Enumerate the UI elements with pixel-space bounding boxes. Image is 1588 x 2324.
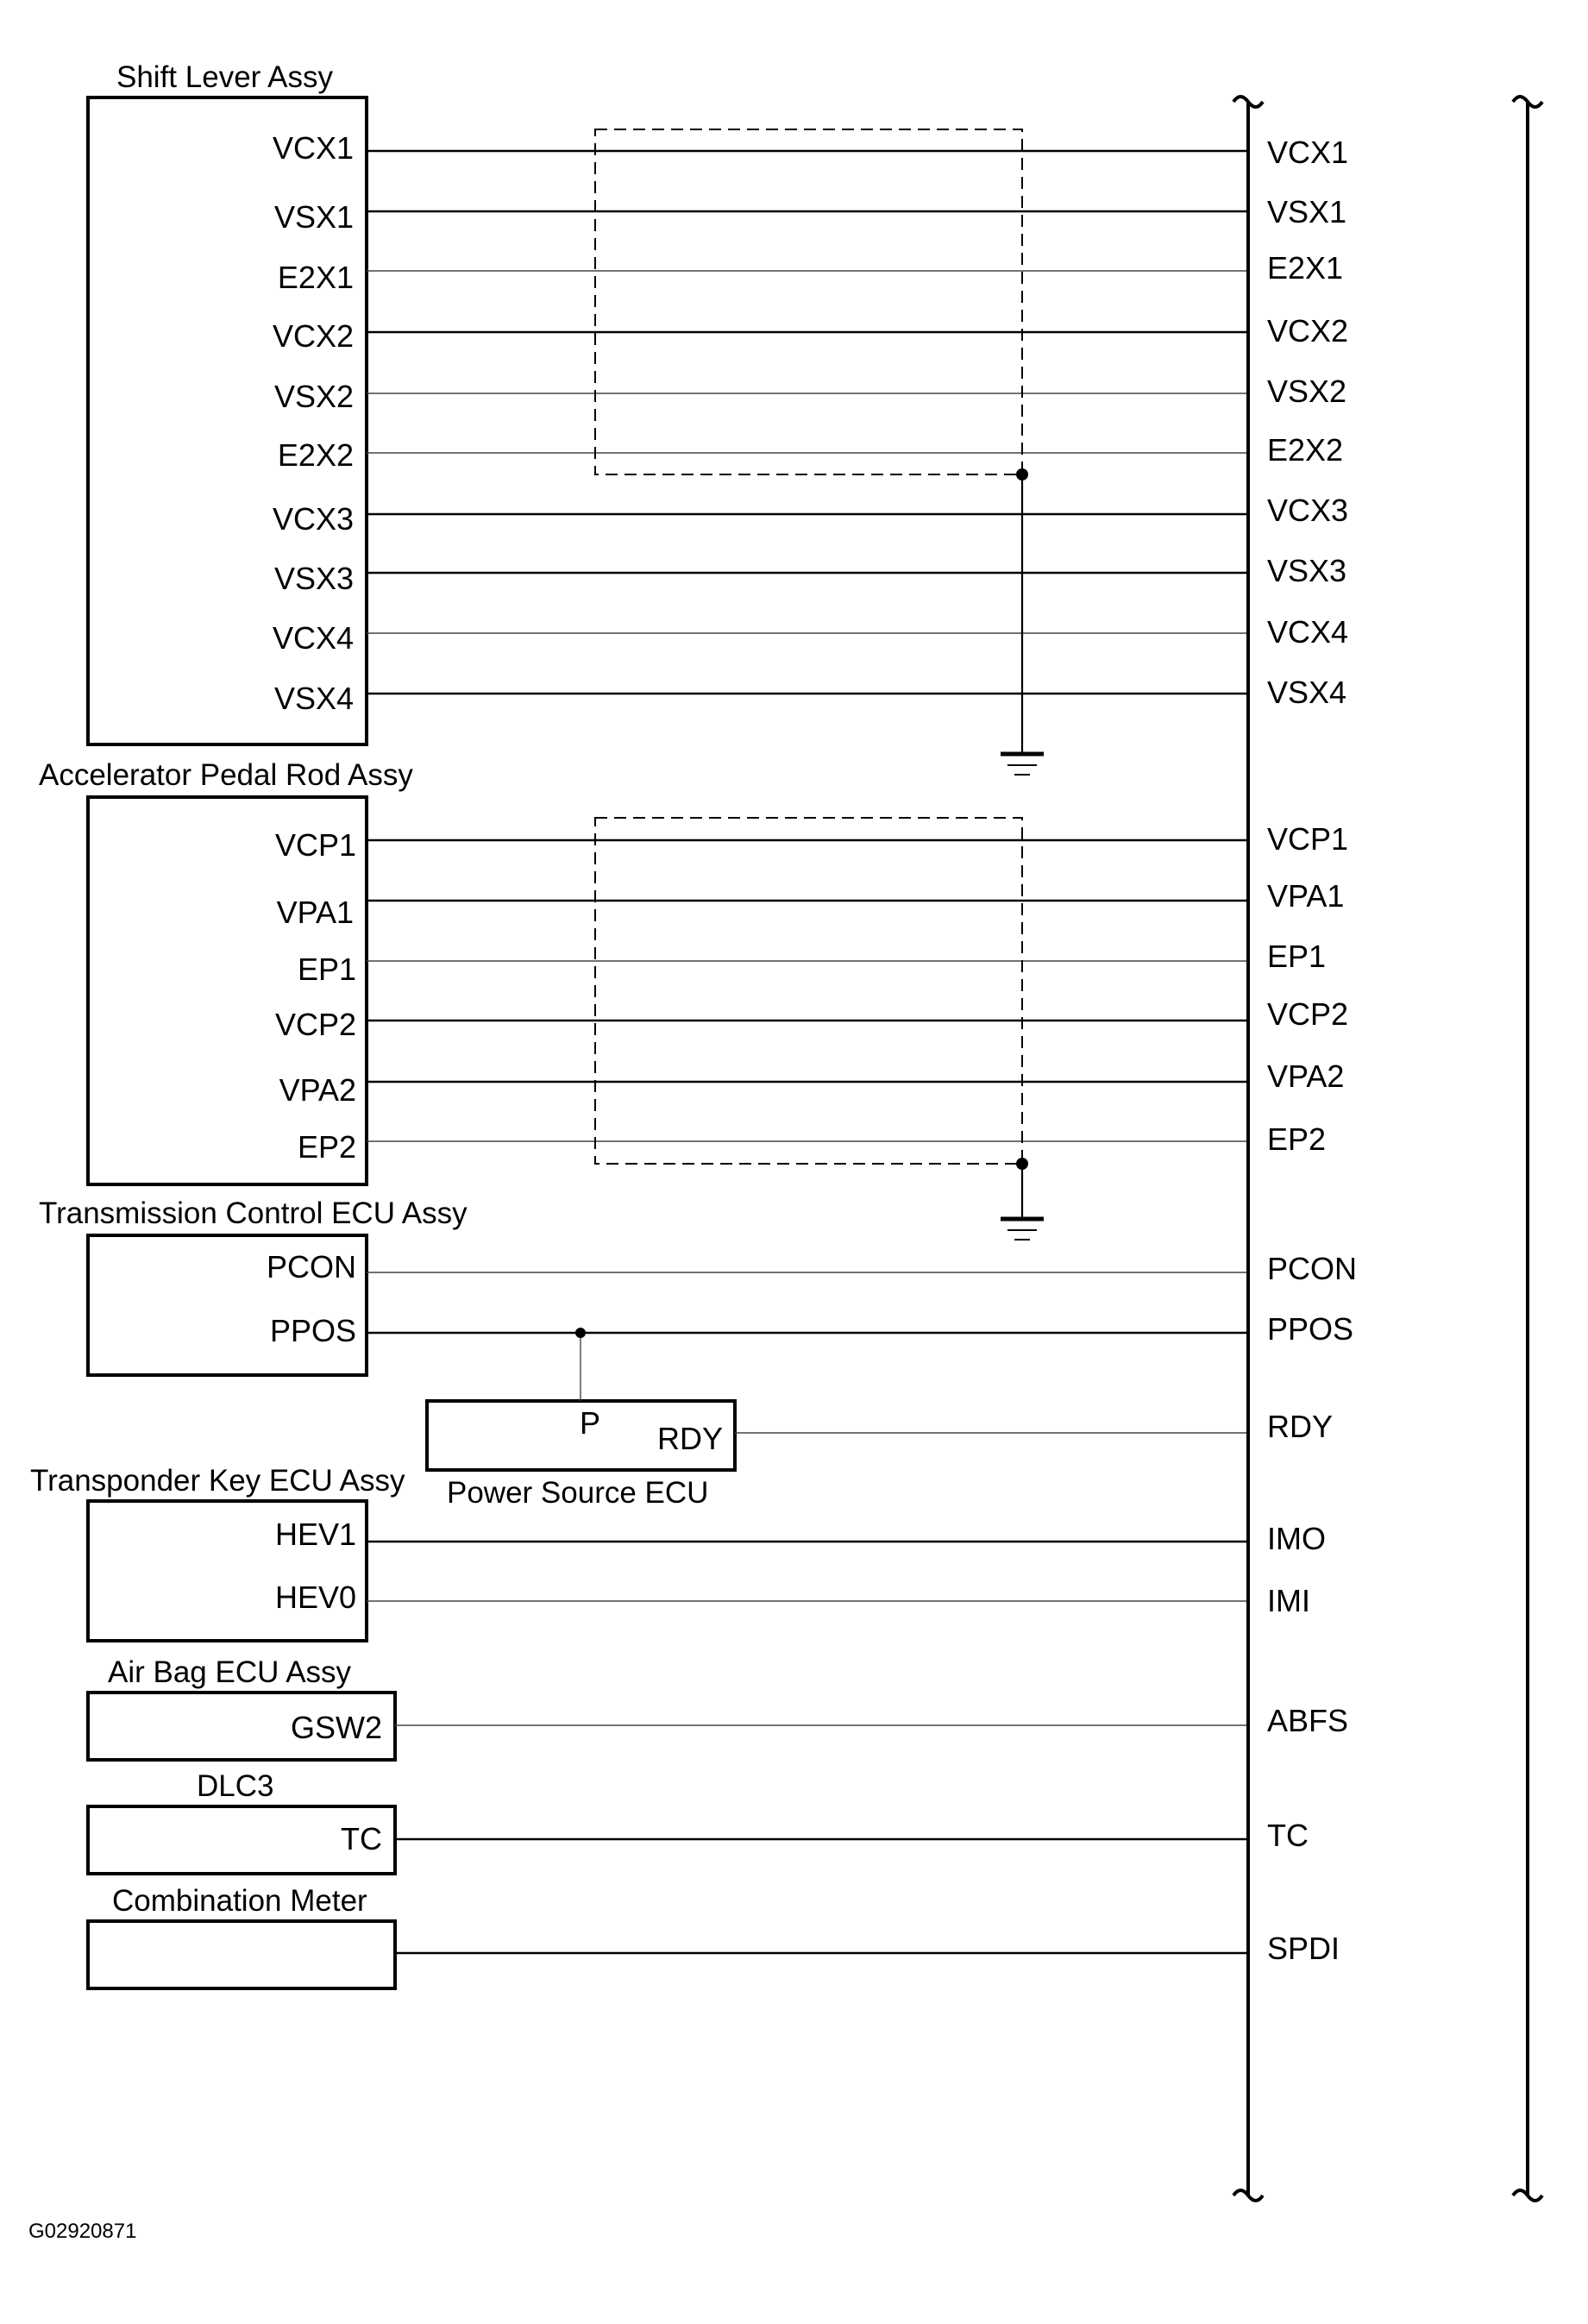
airbag-pin-label: GSW2 bbox=[290, 1710, 382, 1745]
pin-label: VSX4 bbox=[273, 681, 354, 716]
terminal-label: VCX2 bbox=[1267, 313, 1349, 349]
dlc3-pin-label: TC bbox=[341, 1821, 382, 1856]
accelerator-pedal-shield bbox=[595, 818, 1022, 1164]
pin-label: VSX3 bbox=[273, 561, 354, 596]
ground-symbol bbox=[1001, 474, 1044, 775]
power-source-ecu-pins bbox=[580, 1405, 723, 1456]
transmission-control-ecu-title: Transmission Control ECU Assy bbox=[39, 1197, 468, 1230]
terminal-label: VCX3 bbox=[1267, 493, 1349, 528]
pin-label: VCP2 bbox=[274, 1007, 356, 1042]
pin-label: HEV1 bbox=[274, 1517, 356, 1552]
terminal-label: EP2 bbox=[1267, 1121, 1327, 1157]
ground-symbol bbox=[1001, 1164, 1044, 1240]
hv-ecu-bus-left bbox=[1233, 97, 1263, 2201]
pin-label: VCX1 bbox=[272, 130, 354, 166]
pin-label: PCON bbox=[266, 1249, 356, 1284]
ppos-junction bbox=[575, 1328, 586, 1338]
hv-ecu-bus-right bbox=[1513, 97, 1542, 2201]
pin-label: E2X2 bbox=[277, 437, 354, 473]
pin-label: EP1 bbox=[297, 952, 356, 987]
pin-label: HEV0 bbox=[274, 1580, 356, 1615]
pin-label: P bbox=[579, 1405, 601, 1441]
pin-label: VPA2 bbox=[279, 1072, 356, 1108]
terminal-label: VSX3 bbox=[1267, 553, 1347, 588]
terminal-label: IMI bbox=[1267, 1583, 1310, 1618]
power-source-ecu-title: Power Source ECU bbox=[447, 1476, 709, 1510]
hv-ecu-terminals bbox=[1267, 135, 1357, 1966]
terminal-label: VCP2 bbox=[1267, 996, 1349, 1032]
terminal-label: VSX4 bbox=[1267, 675, 1347, 710]
pin-label: RDY bbox=[656, 1421, 723, 1456]
combination-meter-box bbox=[88, 1921, 395, 1988]
pin-label: VCX3 bbox=[272, 501, 354, 537]
terminal-label: VCX4 bbox=[1267, 614, 1349, 650]
terminal-label: PCON bbox=[1267, 1251, 1358, 1286]
terminal-label: VPA2 bbox=[1267, 1058, 1345, 1094]
dlc3-title: DLC3 bbox=[197, 1769, 274, 1803]
accelerator-pedal-pins bbox=[275, 827, 356, 1165]
pin-label: VCX4 bbox=[272, 620, 354, 656]
terminal-label: E2X1 bbox=[1267, 250, 1344, 286]
pin-label: VSX1 bbox=[273, 199, 354, 235]
pin-label: E2X1 bbox=[277, 260, 354, 295]
terminal-label: EP1 bbox=[1267, 939, 1327, 974]
accelerator-pedal-wires bbox=[367, 840, 1248, 1141]
transponder-key-ecu-title: Transponder Key ECU Assy bbox=[30, 1464, 405, 1498]
pin-label: EP2 bbox=[297, 1129, 356, 1165]
shift-lever-shield bbox=[595, 129, 1022, 474]
terminal-label: IMO bbox=[1267, 1521, 1326, 1556]
terminal-label: VSX2 bbox=[1267, 374, 1347, 409]
terminal-label: VPA1 bbox=[1267, 878, 1345, 914]
terminal-label: VCX1 bbox=[1267, 135, 1349, 170]
transmission-ecu-pins bbox=[267, 1249, 356, 1348]
accelerator-pedal-rod-assy-title: Accelerator Pedal Rod Assy bbox=[39, 758, 413, 792]
terminal-label: SPDI bbox=[1267, 1931, 1340, 1966]
pin-label: VSX2 bbox=[273, 379, 354, 414]
pin-label: VCP1 bbox=[274, 827, 356, 863]
combination-meter-title: Combination Meter bbox=[112, 1884, 367, 1918]
figure-code: G02920871 bbox=[28, 2220, 137, 2243]
terminal-label: VSX1 bbox=[1267, 194, 1347, 229]
terminal-label: RDY bbox=[1267, 1409, 1334, 1444]
terminal-label: TC bbox=[1267, 1818, 1309, 1853]
transponder-ecu-pins bbox=[275, 1517, 356, 1615]
terminal-label: ABFS bbox=[1267, 1703, 1349, 1738]
air-bag-ecu-title: Air Bag ECU Assy bbox=[108, 1655, 352, 1689]
pin-label: VPA1 bbox=[276, 895, 354, 930]
terminal-label: PPOS bbox=[1267, 1311, 1354, 1347]
pin-label: PPOS bbox=[269, 1313, 356, 1348]
pin-label: VCX2 bbox=[272, 318, 354, 354]
shift-lever-pins bbox=[273, 130, 354, 716]
shift-lever-assy-title: Shift Lever Assy bbox=[116, 60, 333, 94]
terminal-label: E2X2 bbox=[1267, 432, 1344, 468]
shift-lever-wires bbox=[367, 151, 1248, 694]
terminal-label: VCP1 bbox=[1267, 821, 1349, 857]
